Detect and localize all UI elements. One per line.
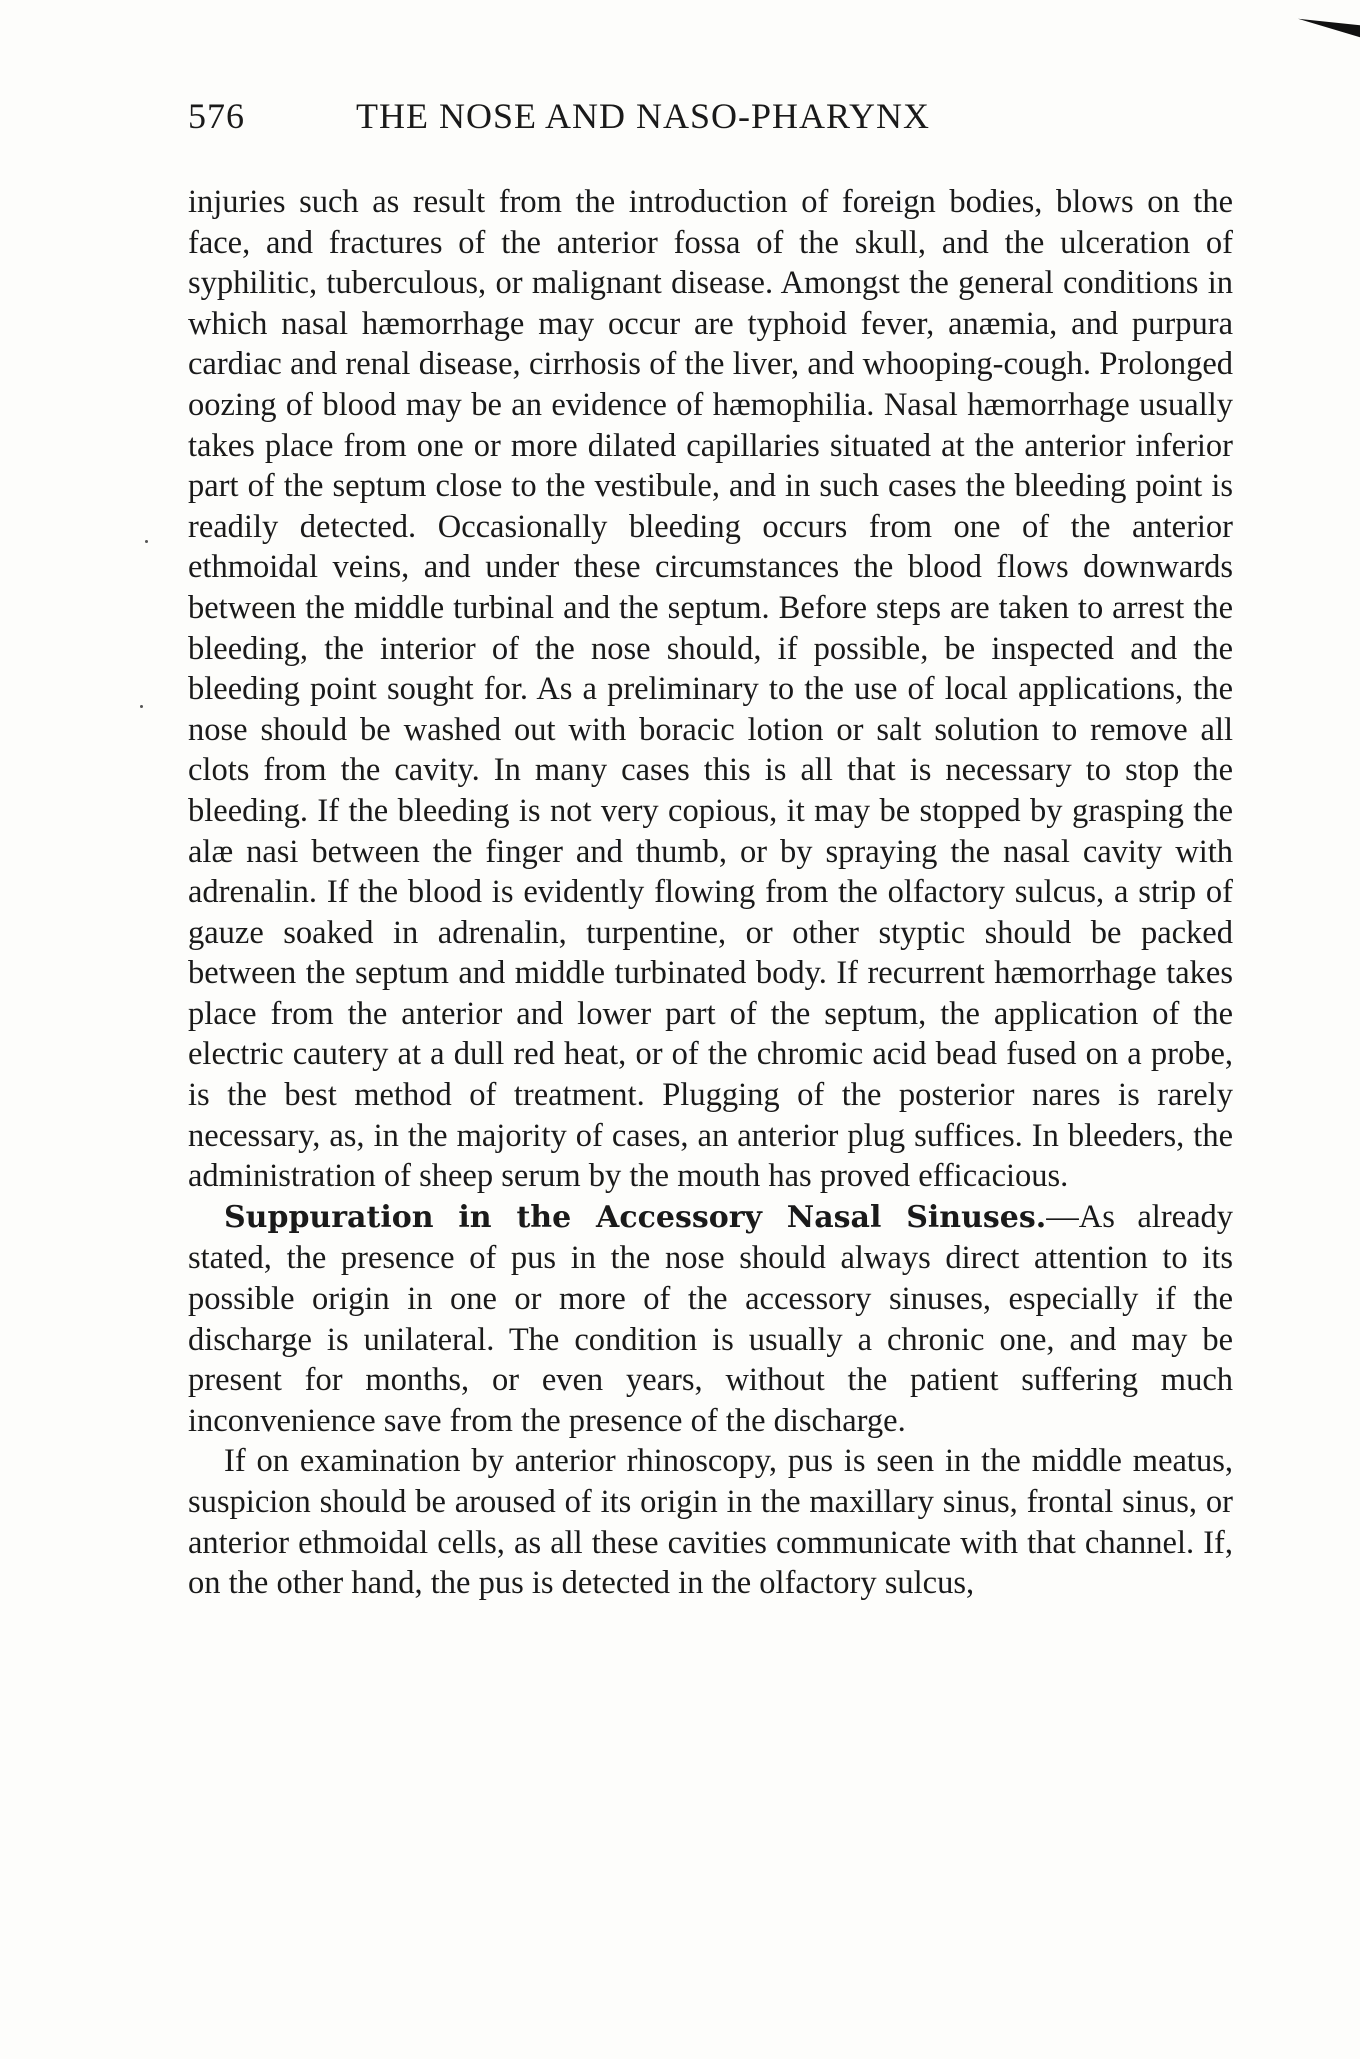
paragraph [188,1197,1233,1442]
section-heading: Suppuration in the Accessory Nasal Sinuses. [224,1199,1047,1235]
corner-mark [1298,19,1360,38]
running-head [188,95,1178,143]
stray-mark [140,705,143,708]
paragraph-text: —As already stated, the presence of pus in the nose should always direct attention to its possible origin in one or more of the accessory sinuses, especially if the discharge is unilateral. The condition is usually a chronic one, and may be present for months, or even years, without the patient suffering much inconvenience save from the presence of the discharge. [188,1198,1234,1439]
stray-mark [145,540,148,543]
page-number: 576 [188,96,245,136]
body-text [188,182,1233,1604]
page-title: THE NOSE AND NASO-PHARYNX [356,96,931,136]
paragraph: injuries such as result from the introduction of foreign bodies, blows on the face, and fractures of the anterior fossa of the skull, and the ulceration of syphilitic, tuberculous, or malignant disease. Amongst the general conditions in which nasal hæmorrhage may occur are typhoid fever, anæmia, and purpura cardiac and renal disease, cirrhosis of the liver, and whooping-cough. Prolonged oozing of blood may be an evidence of hæmophilia. Nasal hæmorrhage usually takes place from one or more dilated capillaries situated at the anterior inferior part of the septum close to the vestibule, and in such cases the bleeding point is readily detected. Occasionally bleeding occurs from one of the anterior ethmoidal veins, and under these circumstances the blood flows downwards between the middle turbinal and the septum. Before steps are taken to arrest the bleeding, the interior of the nose should, if possible, be inspected and the bleeding point sought for. As a preliminary to the use of local applications, the nose should be washed out with boracic lotion or salt solution to remove all clots from the cavity. In many cases this is all that is necessary to stop the bleeding. If the bleeding is not very copious, it may be stopped by grasping the alæ nasi between the finger and thumb, or by spraying the nasal cavity with adrenalin. If the blood is evidently flowing from the olfactory sulcus, a strip of gauze soaked in adrenalin, turpentine, or other styptic should be packed between the septum and middle turbinated body. If recurrent hæmorrhage takes place from the anterior and lower part of the septum, the application of the electric cautery at a dull red heat, or of the chromic acid bead fused on a probe, is the best method of treatment. Plugging of the posterior nares is rarely necessary, as, in the majority of cases, an anterior plug suffices. In bleeders, the administration of sheep serum by the mouth has proved efficacious. [188,184,1233,1195]
paragraph: If on examination by anterior rhinoscopy, pus is seen in the middle meatus, suspicion should be aroused of its origin in the maxillary sinus, frontal sinus, or anterior ethmoidal cells, as all these cavities communicate with that channel. If, on the other hand, the pus is detected in the olfactory sulcus, [188,1443,1233,1602]
